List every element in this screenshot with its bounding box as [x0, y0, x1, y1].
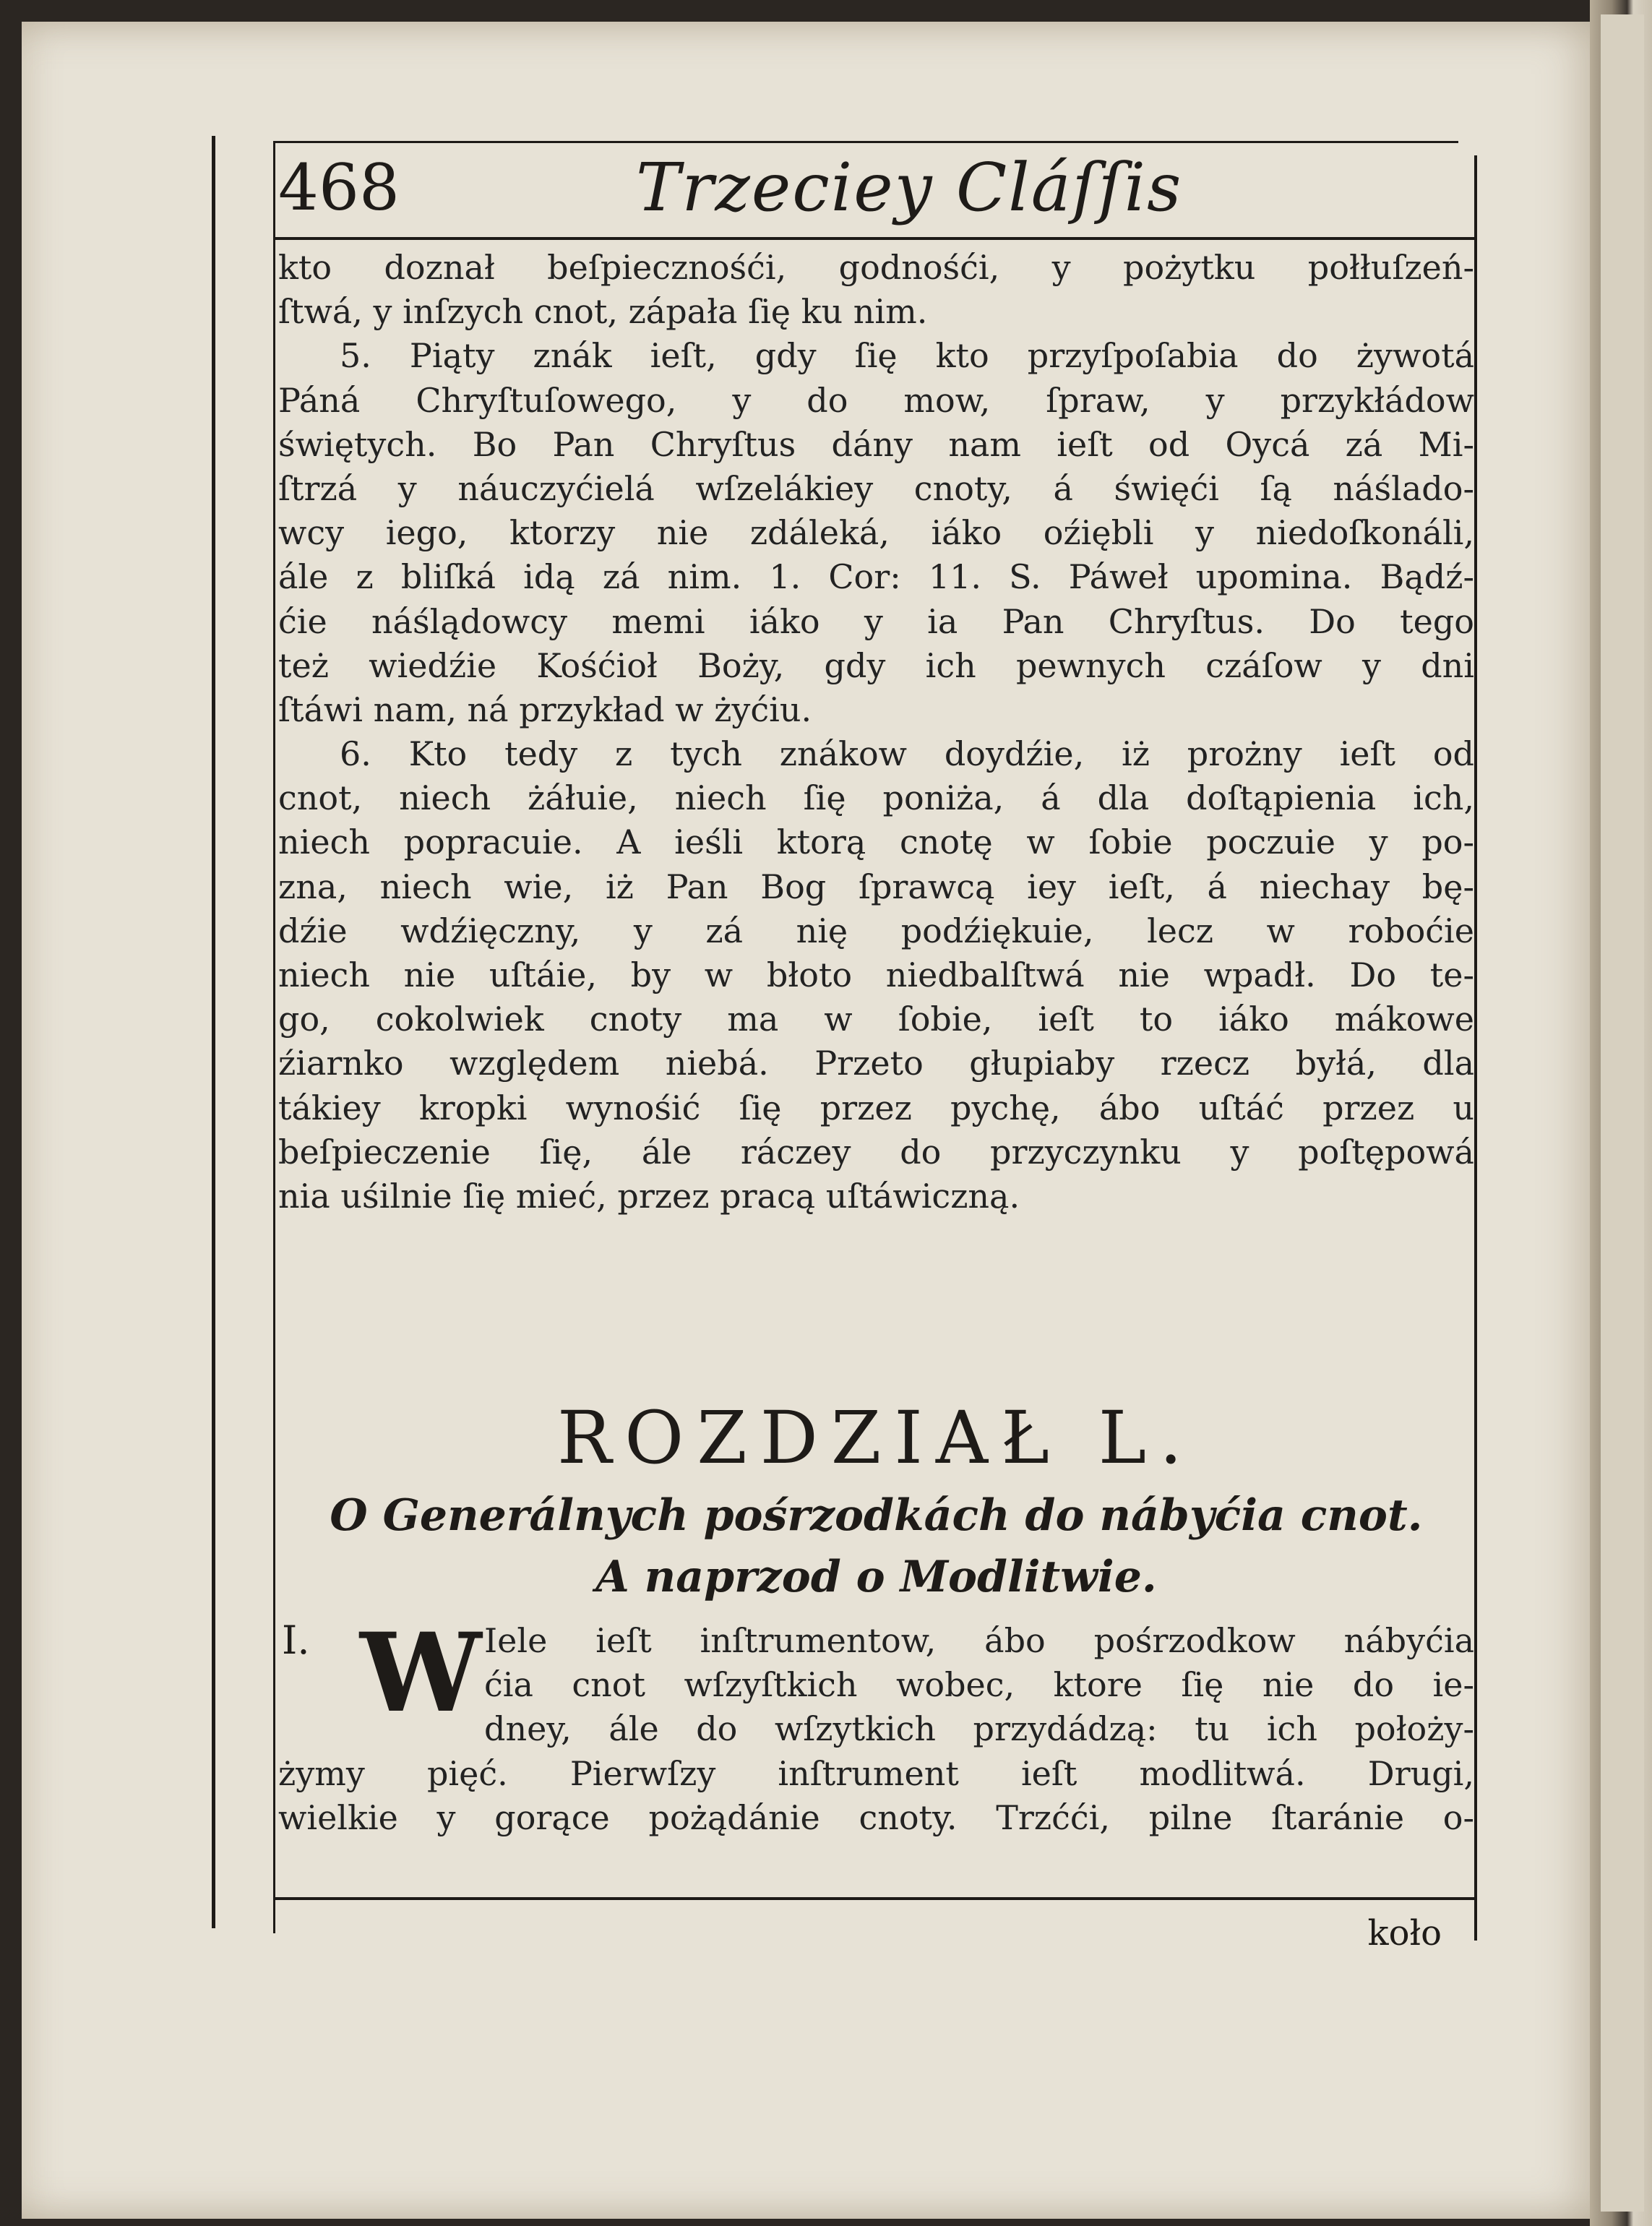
body-line: ćie náślądowcy memi iáko y ia Pan Chryſtus. Do tego	[278, 601, 1474, 641]
chapter-subtitle-2: A naprzod o Modlitwie.	[595, 1552, 1157, 1602]
margin-rule-outer	[212, 136, 215, 1928]
chapter-subtitle: O Generálnych pośrzodkách do nábyćia cnot.	[330, 1490, 1423, 1541]
body-line: cnot, niech żáłuie, niech ſię poniża, á dla doſtąpienia ich,	[278, 778, 1474, 818]
body-line: też wiedźie Kośćioł Boży, gdy ich pewnych czáſow y dni	[278, 645, 1474, 685]
body-line: ſtwá, y inſzych cnot, zápała ſię ku nim.	[278, 292, 928, 332]
body-line: źiarnko względem niebá. Przeto głupiaby rzecz byłá, dla	[278, 1044, 1474, 1083]
body-line: go, cokolwiek cnoty ma w ſobie, ieſt to iáko mákowe	[278, 1000, 1474, 1039]
section-line: wielkie y gorące pożądánie cnoty. Trzćći, pilne ſtaránie o-	[278, 1797, 1474, 1837]
running-head: Trzeciey Cláſſis	[636, 149, 1183, 226]
body-line: 5. Piąty znák ieſt, gdy ſię kto przyſpoſabia do żywotá	[340, 336, 1474, 376]
body-line: wcy iego, ktorzy nie zdáleká, iáko oźiębli y niedoſkonáli,	[278, 513, 1474, 553]
body-line: dźie wdźięczny, y zá nię podźiękuie, lecz w roboćie	[278, 911, 1474, 950]
catchword: koło	[1367, 1913, 1442, 1954]
bottom-rule	[273, 1897, 1474, 1900]
section-paragraph	[278, 1619, 1474, 1840]
page-number: 468	[278, 150, 400, 225]
body-line: beſpieczenie ſię, ále ráczey do przyczynku y poſtępowá	[278, 1132, 1474, 1172]
section-line: dney, ále do wſzytkich przydádzą: tu ich położy-	[484, 1709, 1474, 1749]
header-rule	[273, 237, 1474, 240]
section-number: I.	[282, 1617, 310, 1663]
body-line: Páná Chryſtuſowego, y do mow, ſpraw, y przykłádow	[278, 380, 1474, 420]
body-line: świętych. Bo Pan Chryſtus dány nam ieſt od Oycá zá Mi-	[278, 424, 1474, 464]
body-line: ſtáwi nam, ná przykład w żyćiu.	[278, 689, 812, 729]
facing-page-edge	[1601, 14, 1644, 2212]
chapter-title: ROZDZIAŁ L.	[556, 1396, 1195, 1480]
section-line: ćia cnot wſzyſtkich wobec, ktore ſię nie do ie-	[484, 1665, 1474, 1705]
body-line: niech popracuie. A ieśli ktorą cnotę w ſobie poczuie y po-	[278, 822, 1474, 862]
body-line: nia uśilnie ſię mieć, przez pracą uſtáwiczną.	[278, 1176, 1020, 1216]
body-line: niech nie uſtáie, by w błoto niedbalſtwá nie wpadł. Do te-	[278, 955, 1474, 994]
section-line: żymy pięć. Pierwſzy inſtrument ieſt modlitwá. Drugi,	[278, 1753, 1474, 1793]
body-line: ále z bliſká idą zá nim. 1. Cor: 11. S. Páweł upomina. Bądź-	[278, 557, 1474, 597]
body-text	[278, 246, 1474, 1219]
body-line: tákiey kropki wynośić ſię przez pychę, ábo uſtáć przez u	[278, 1088, 1474, 1127]
body-line: zna, niech wie, iż Pan Bog ſprawcą iey ieſt, á niechay bę-	[278, 867, 1474, 906]
body-line: 6. Kto tedy z tych znákow doydźie, iż prożny ieſt od	[340, 734, 1474, 774]
drop-cap: W	[360, 1610, 482, 1737]
margin-rule-right	[1474, 155, 1477, 1941]
margin-rule-left	[273, 141, 275, 1933]
body-line: kto doznał beſpiecznośći, godnośći, y pożytku połłuſzeń-	[278, 248, 1474, 287]
section-line: Iele ieſt inſtrumentow, ábo pośrzodkow nábyćia	[484, 1621, 1474, 1660]
body-line: ſtrzá y náuczyćielá wſzelákiey cnoty, á święći ſą náślado-	[278, 468, 1474, 508]
